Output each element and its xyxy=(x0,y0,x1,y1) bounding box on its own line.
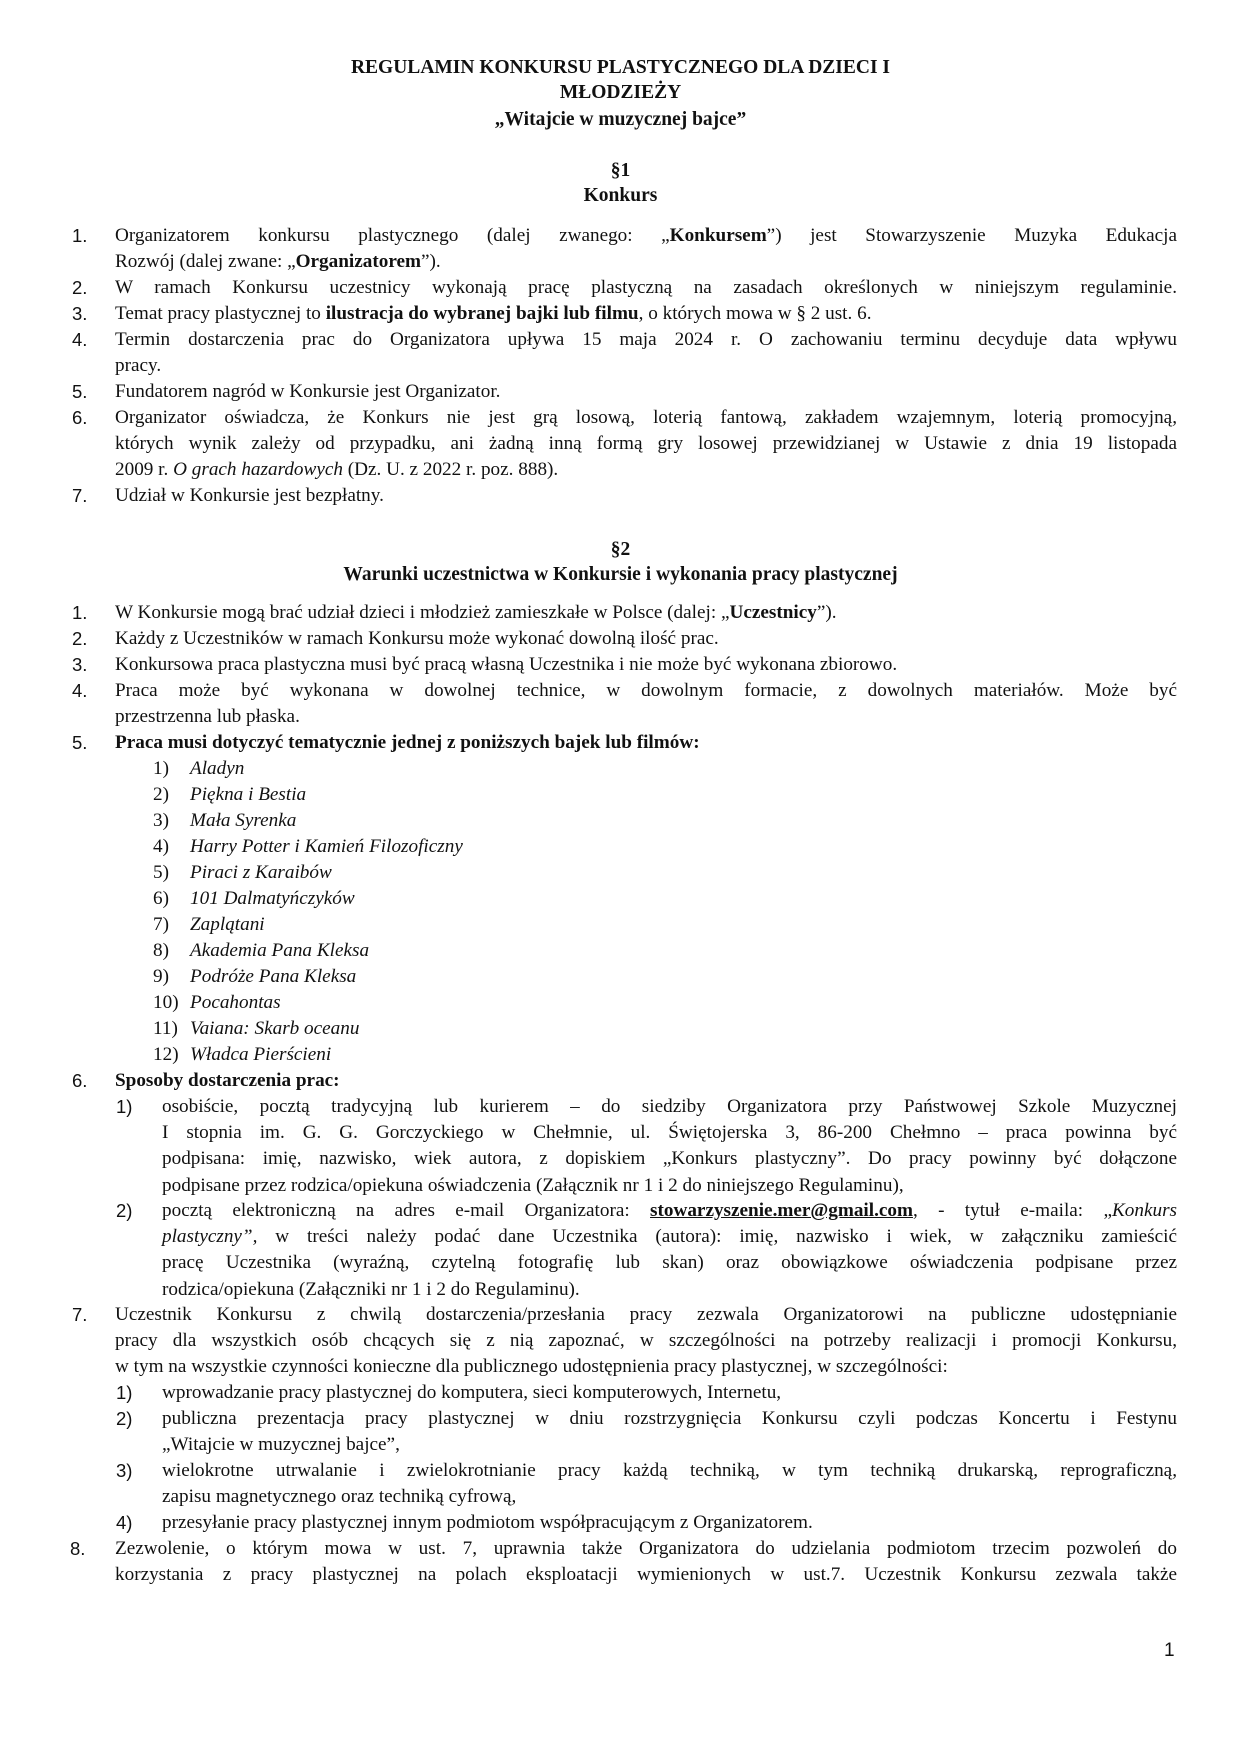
section2-heading: Warunki uczestnictwa w Konkursie i wykonania pracy plastycznej xyxy=(343,564,898,585)
item-text: Każdy z Uczestników w ramach Konkursu może wykonać dowolną ilość prac. xyxy=(115,628,719,649)
film-title: Aladyn xyxy=(190,758,245,779)
item-text: W ramach Konkursu uczestnicy wykonają pracę plastyczną na zasadach określonych w niniejszym regulaminie. xyxy=(115,277,1177,298)
item-text: Udział w Konkursie jest bezpłatny. xyxy=(115,485,384,506)
film-title: Akademia Pana Kleksa xyxy=(190,940,370,961)
item-text: Sposoby dostarczenia prac: xyxy=(115,1070,340,1091)
item-text-line: przestrzenna lub płaska. xyxy=(115,706,300,728)
item-text-line: Organizator oświadcza, że Konkurs nie jest grą losową, loterią fantową, zakładem wzajemnym, loterią promocyjną, xyxy=(115,407,1177,428)
section2-symbol: §2 xyxy=(610,539,631,560)
item-text: Konkursowa praca plastyczna musi być pracą własną Uczestnika i nie może być wykonana zbiorowo. xyxy=(115,654,898,675)
item-text-line: Rozwój (dalej zwane: „Organizatorem”). xyxy=(115,251,441,273)
document-title-line1: REGULAMIN KONKURSU PLASTYCZNEGO DLA DZIECI I xyxy=(350,57,891,78)
film-title: Harry Potter i Kamień Filozoficzny xyxy=(190,836,463,857)
item-text: Praca musi dotyczyć tematycznie jednej z poniższych bajek lub filmów: xyxy=(115,732,700,753)
item-number: 5. xyxy=(72,381,88,402)
film-title: Piraci z Karaibów xyxy=(190,862,332,883)
section1-heading: Konkurs xyxy=(583,185,658,206)
item-number: 1. xyxy=(72,225,88,246)
film-title: Vaiana: Skarb oceanu xyxy=(190,1018,360,1039)
item-text: Temat pracy plastycznej to ilustracja do wybranej bajki lub filmu, o których mowa w § 2 ust. 6. xyxy=(115,303,872,324)
item-text-line: Organizatorem konkursu plastycznego (dalej zwanego: „Konkursem”) jest Stowarzyszenie Muzyka Edukacja xyxy=(115,225,1177,246)
item-number: 5. xyxy=(72,732,88,753)
film-title: Zaplątani xyxy=(190,914,265,935)
page-number: 1 xyxy=(1164,1640,1175,1661)
item-number: 1. xyxy=(72,602,88,623)
film-title: Podróże Pana Kleksa xyxy=(190,966,357,987)
item-text-line: Termin dostarczenia prac do Organizatora upływa 15 maja 2024 r. O zachowaniu terminu decyduje data wpływu xyxy=(115,329,1177,350)
item-number: 6. xyxy=(72,1070,88,1091)
item-number: 6. xyxy=(72,407,88,428)
item-number: 4. xyxy=(72,329,88,350)
document-title-line2: MŁODZIEŻY xyxy=(559,82,682,103)
item-number: 4. xyxy=(72,680,88,701)
item-text-line: Praca może być wykonana w dowolnej technice, w dowolnym formacie, z dowolnych materiałów. Może być xyxy=(115,680,1177,701)
item-text-line: pracy. xyxy=(115,355,162,377)
item-number: 2. xyxy=(72,628,88,649)
item-text: W Konkursie mogą brać udział dzieci i młodzież zamieszkałe w Polsce (dalej: „Uczestnicy”). xyxy=(115,602,837,623)
item-number: 8. xyxy=(70,1538,86,1559)
item-number: 7. xyxy=(72,1304,88,1325)
film-title: Władca Pierścieni xyxy=(190,1044,332,1065)
film-title: 101 Dalmatyńczyków xyxy=(190,888,355,909)
item-number: 3. xyxy=(72,654,88,675)
film-title: Mała Syrenka xyxy=(190,810,297,831)
document-page: REGULAMIN KONKURSU PLASTYCZNEGO DLA DZIECI I MŁODZIEŻY „Witajcie w muzycznej bajce” §1 Konkurs 1. Organizatorem konkursu plastycznego (dalej zwanego: „Konkursem”) jest Stowarzyszenie Muzyka Edukacja Rozwój (dalej zwane: „Organizatorem”). 2. W ramach Konkursu uczestnicy wykonają pracę plastyczną na zasadach określonych w niniejszym regulaminie. 3. Temat pracy plastycznej to ilustracja do wybranej bajki lub filmu, o których mowa w § 2 ust. 6. 4. Termin dostarczenia prac do Organizatora upływa 15 maja 2024 r. O zachowaniu terminu decyduje data wpływu pracy. 5. Fundatorem nagród w Konkursie jest Organizator. 6. Organizator oświadcza, że Konkurs nie jest grą losową, loterią fantową, zakładem wzajemnym, loterią promocyjną, których wynik zależy od przypadku, ani żadną inną formą gry losowej przewidzianej w Ustawie z dnia 19 listopada 2009 r. O grach hazardowych (Dz. U. z 2022 r. poz. 888). 7. Udział w Konkursie jest bezpłatny. §2 Warunki uczestnictwa w Konkursie i wykonania pracy plastycznej 1. W Konkursie mogą brać udział dzieci i młodzież zamieszkałe w Polsce (dalej: „Uczestnicy”). 2. Każdy z Uczestników w ramach Konkursu może wykonać dowolną ilość prac. 3. Konkursowa praca plastyczna musi być pracą własną Uczestnika i nie może być wykonana zbiorowo. 4. Praca może być wykonana w dowolnej technice, w dowolnym formacie, z dowolnych materiałów. Może być przestrzenna lub płaska. 5. Praca musi dotyczyć tematycznie jednej z poniższych bajek lub filmów: 1) Aladyn 2) Piękna i Bestia 3) Mała Syrenka 4) Harry Potter i Kamień Filozoficzny 5) Piraci z Karaibów 6) 101 Dalmatyńczyków 7) Zaplątani 8) Akademia Pana Kleksa 9) Podróże Pana Kleksa 10) Pocahontas 11) Vaiana: Skarb oceanu 12) Władca Pierścieni 6. Sposoby dostarczenia prac: 1) osobiście, pocztą tradycyjną lub kurierem – do siedziby Organizatora przy Państwowej Szkole Muzycznej I stopnia im. G. G. Gorczyckiego w Chełmnie, ul. Świętojerska 3, 86-200 Chełmno – praca powinna być podpisana: imię, nazwisko, wiek autora, z dopiskiem „Konkurs plastyczny”. Do pracy powinny być dołączone podpisane przez rodzica/opiekuna oświadczenia (Załącznik nr 1 i 2 do niniejszego Regulaminu), 2) pocztą elektroniczną na adres e-mail Organizatora: stowarzyszenie.mer@gmail.com, - tytuł e-maila: „Konkurs plastyczny”, w treści należy podać dane Uczestnika (autora): imię, nazwisko i wiek, w załączniku zamieścić pracę Uczestnika (wyraźną, czytelną fotografię lub skan) oraz obowiązkowe oświadczenia podpisane przez rodzica/opiekuna (Załączniki nr 1 i 2 do Regulaminu). 7. Uczestnik Konkursu z chwilą dostarczenia/przesłania pracy zezwala Organizatorowi na publiczne udostępnianie pracy dla wszystkich osób chcących się z nią zapoznać, w szczególności na potrzeby realizacji i promocji Konkursu, w tym na wszystkie czynności konieczne dla publicznego udostępnienia pracy plastycznej, w szczególności: 1) wprowadzanie pracy plastycznej do komputera, sieci komputerowych, Internetu, 2) publiczna prezentacja pracy plastycznej w dniu rozstrzygnięcia Konkursu czyli podczas Koncertu i Festynu „Witajcie w muzycznej bajce”, 3) wielokrotne utrwalanie i zwielokrotnianie pracy każdą techniką, w tym techniką drukarską, reprograficzną, zapisu magnetycznego oraz techniką cyfrową, 4) przesyłanie pracy plastycznej innym podmiotom współpracującym z Organizatorem. 8. Zezwolenie, o którym mowa w ust. 7, uprawnia także Organizatora do udzielania podmiotom trzecim pozwoleń do korzystania z pracy plastycznej na polach eksploatacji wymienionych w ust.7. Uczestnik Konkursu zezwala także 1 xyxy=(0,0,1241,1755)
item-number: 3. xyxy=(72,303,88,324)
item-text: Fundatorem nagród w Konkursie jest Organizator. xyxy=(115,381,501,402)
item-number: 7. xyxy=(72,485,88,506)
item-text-line: których wynik zależy od przypadku, ani żadną inną formą gry losowej przewidzianej w Ustawie z dnia 19 listopada xyxy=(115,433,1177,455)
email-link[interactable]: stowarzyszenie.mer@gmail.com xyxy=(650,1200,913,1221)
film-title: Piękna i Bestia xyxy=(190,784,307,805)
item-number: 2. xyxy=(72,277,88,298)
film-title: Pocahontas xyxy=(190,992,281,1013)
item-text-line: 2009 r. O grach hazardowych (Dz. U. z 2022 r. poz. 888). xyxy=(115,459,559,481)
document-subtitle: „Witajcie w muzycznej bajce” xyxy=(494,109,747,130)
section1-symbol: §1 xyxy=(610,160,631,181)
